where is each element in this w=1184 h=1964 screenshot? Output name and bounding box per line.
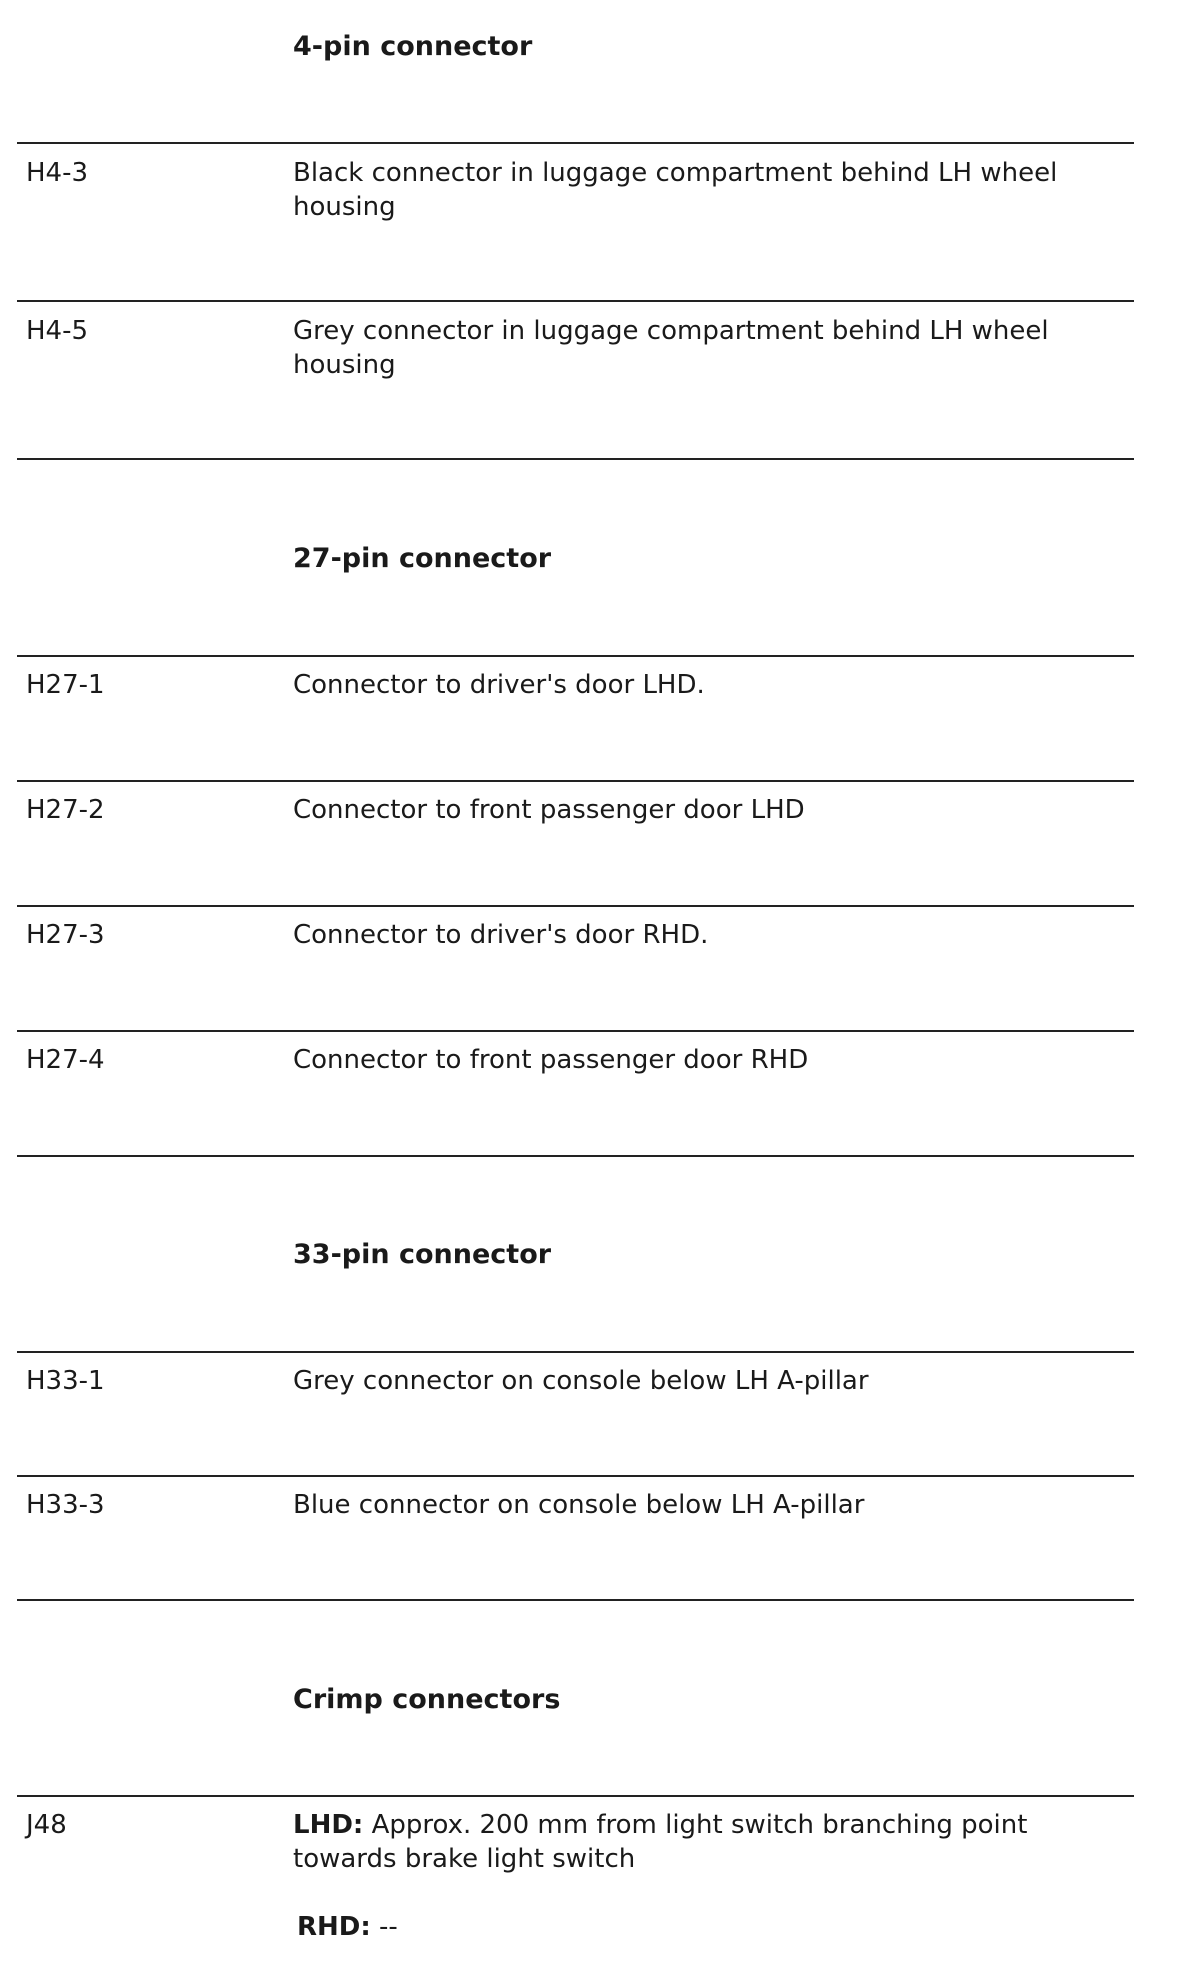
connector-description: Connector to driver's door LHD. bbox=[293, 670, 705, 700]
connector-code: H33-1 bbox=[26, 1366, 105, 1396]
section-heading-27-pin: 27-pin connector bbox=[293, 543, 552, 574]
connector-code: H4-3 bbox=[26, 158, 89, 188]
table-rule bbox=[17, 1030, 1134, 1032]
section-heading-crimp: Crimp connectors bbox=[293, 1684, 561, 1715]
connector-code: H33-3 bbox=[26, 1490, 105, 1520]
table-rule bbox=[17, 142, 1134, 144]
connector-description: Connector to front passenger door RHD bbox=[293, 1045, 809, 1075]
connector-code: H27-2 bbox=[26, 795, 105, 825]
connector-code: H27-1 bbox=[26, 670, 105, 700]
connector-code: H4-5 bbox=[26, 316, 89, 346]
table-rule bbox=[17, 905, 1134, 907]
table-rule bbox=[17, 1795, 1134, 1797]
table-rule bbox=[17, 458, 1134, 460]
rhd-label: RHD: bbox=[297, 1912, 371, 1942]
lhd-label: LHD: bbox=[293, 1810, 364, 1840]
table-rule bbox=[17, 300, 1134, 302]
connector-code: H27-3 bbox=[26, 920, 105, 950]
lhd-text: Approx. 200 mm from light switch branching point towards brake light switch bbox=[293, 1810, 1028, 1874]
connector-description: Grey connector in luggage compartment behind LH wheel housing bbox=[293, 316, 1049, 380]
table-rule bbox=[17, 1599, 1134, 1601]
connector-code: H27-4 bbox=[26, 1045, 105, 1075]
table-rule bbox=[17, 1351, 1134, 1353]
connector-description-rhd bbox=[297, 1910, 1137, 1944]
table-rule bbox=[17, 655, 1134, 657]
table-rule bbox=[17, 1155, 1134, 1157]
rhd-text: -- bbox=[379, 1912, 398, 1942]
section-heading-4-pin: 4-pin connector bbox=[293, 31, 533, 62]
section-heading-33-pin: 33-pin connector bbox=[293, 1239, 552, 1270]
connector-description: Connector to driver's door RHD. bbox=[293, 920, 709, 950]
connector-description: Blue connector on console below LH A-pillar bbox=[293, 1490, 865, 1520]
connector-code: J48 bbox=[26, 1810, 67, 1840]
connector-description-lhd bbox=[293, 1808, 1133, 1876]
connector-description: Grey connector on console below LH A-pillar bbox=[293, 1366, 869, 1396]
table-rule bbox=[17, 780, 1134, 782]
connector-description: Black connector in luggage compartment behind LH wheel housing bbox=[293, 158, 1058, 222]
connector-description: Connector to front passenger door LHD bbox=[293, 795, 805, 825]
table-rule bbox=[17, 1475, 1134, 1477]
